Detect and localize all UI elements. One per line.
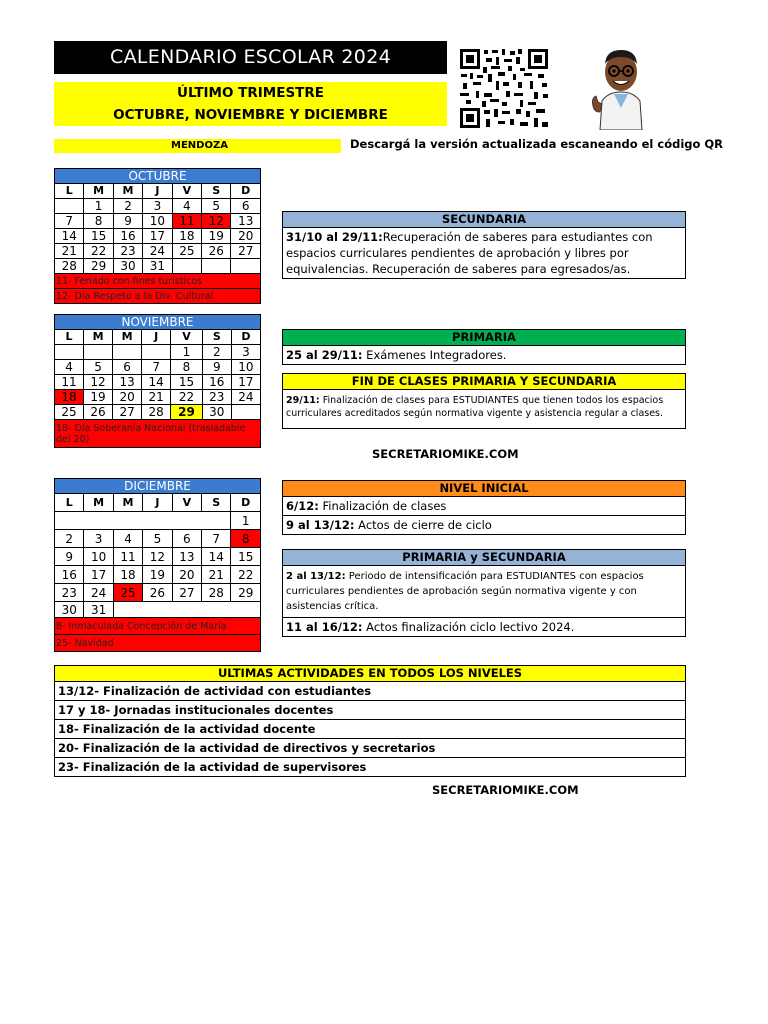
highlight-cell: 29 [171,405,203,420]
activity-row: 13/12- Finalización de actividad con estudiantes [55,682,685,701]
day-cell: 10 [231,360,260,375]
primaria-secundaria-description: Actos finalización ciclo lectivo 2024. [362,620,575,634]
day-cell [202,259,231,274]
nivel-inicial-header: NIVEL INICIAL [283,481,685,497]
day-cell: 17 [231,375,260,390]
day-cell: 17 [143,229,172,244]
day-cell: 28 [55,259,84,274]
weekday: L [55,330,84,345]
primaria-description: Exámenes Integradores. [362,348,507,362]
day-cell: 19 [143,566,172,584]
day-cell: 6 [231,199,261,214]
teacher-avatar-icon [588,46,654,130]
day-cell: 19 [84,390,113,405]
ultimas-actividades-header: ULTIMAS ACTIVIDADES EN TODOS LOS NIVELES [55,666,685,682]
nivel-inicial-box [282,480,686,535]
ultimas-actividades-box [54,665,686,777]
activity-row: 17 y 18- Jornadas institucionales docentes [55,701,685,720]
day-cell: 21 [142,390,171,405]
primaria-secundaria-row [283,618,685,636]
day-cell: 24 [143,244,172,259]
holiday-note: 8- Inmaculada Concepción de María [55,618,261,635]
holiday-cell: 18 [55,390,84,405]
primaria-box [282,329,686,365]
primaria-secundaria-row [283,566,685,618]
day-cell: 11 [55,375,84,390]
day-cell: 10 [143,214,172,229]
day-cell: 14 [55,229,84,244]
day-cell: 20 [172,566,201,584]
day-cell: 28 [202,584,231,602]
day-cell: 3 [143,199,172,214]
qr-instructions: Descargá la versión actualizada escaneando el código QR [350,137,724,151]
calendar-november [54,314,261,448]
day-cell: 19 [202,229,231,244]
primaria-text [283,346,685,364]
nivel-inicial-date: 6/12: [286,499,319,513]
primaria-date: 25 al 29/11: [286,348,363,362]
primaria-secundaria-date: 11 al 16/12: [286,620,363,634]
day-cell: 14 [142,375,171,390]
day-cell: 13 [113,375,142,390]
day-cell: 22 [231,566,261,584]
holiday-note: 11- Feriado con fines turísticos [55,274,261,289]
secundaria-box [282,211,686,279]
day-cell: 4 [172,199,201,214]
day-cell: 10 [84,548,113,566]
primaria-header: PRIMARIA [283,330,685,346]
day-cell: 6 [113,360,142,375]
day-cell: 5 [202,199,231,214]
secundaria-description: Recuperación de saberes para estudiantes con espacios curriculares pendientes de aprobación y libres por equivalencias. Recuperación de saberes para egresados/as. [286,230,653,276]
day-cell: 25 [55,405,84,420]
month-header: OCTUBRE [55,169,261,184]
day-cell: 21 [55,244,84,259]
day-cell: 26 [202,244,231,259]
day-cell: 15 [84,229,113,244]
page-title: CALENDARIO ESCOLAR 2024 [54,41,447,74]
day-cell: 23 [113,244,142,259]
day-cell: 16 [113,229,142,244]
weekday: M [84,330,113,345]
fin-clases-box [282,373,686,429]
weekday: L [55,184,84,199]
site-link-2[interactable]: SECRETARIOMIKE.COM [432,783,579,797]
subtitle-line-2: OCTUBRE, NOVIEMBRE Y DICIEMBRE [113,107,388,123]
day-cell [172,259,201,274]
day-cell: 4 [55,360,84,375]
activity-row: 20- Finalización de la actividad de directivos y secretarios [55,739,685,758]
activity-row: 23- Finalización de la actividad de supervisores [58,760,367,774]
day-cell: 30 [55,602,84,618]
holiday-cell: 11 [172,214,201,229]
day-cell: 7 [142,360,171,375]
weekday: S [202,184,231,199]
holiday-cell: 8 [231,530,261,548]
day-cell: 11 [113,548,142,566]
day-cell: 23 [202,390,231,405]
month-header: NOVIEMBRE [55,315,261,330]
holiday-note: 12- Día Respeto a la Div. Cultural [55,289,261,304]
weekday: J [143,184,172,199]
day-cell: 17 [84,566,113,584]
day-cell: 4 [113,530,142,548]
day-cell: 16 [55,566,84,584]
day-cell: 30 [202,405,231,420]
activity-row: 18- Finalización de la actividad docente [55,720,685,739]
day-cell [142,345,171,360]
weekday: V [172,494,201,512]
weekday: D [231,184,261,199]
fin-clases-text [283,390,685,428]
day-cell: 28 [142,405,171,420]
primaria-secundaria-date: 2 al 13/12: [286,571,346,582]
qr-code-icon[interactable] [458,47,550,130]
day-cell: 30 [113,259,142,274]
day-cell: 2 [202,345,231,360]
holiday-cell: 12 [202,214,231,229]
day-cell: 3 [231,345,260,360]
primaria-secundaria-box [282,549,686,637]
weekday: M [113,494,142,512]
day-cell: 3 [84,530,113,548]
weekday: L [55,494,84,512]
weekday: J [143,494,172,512]
day-cell: 8 [171,360,203,375]
day-cell: 25 [172,244,201,259]
day-cell: 13 [172,548,201,566]
day-cell [55,512,231,530]
day-cell: 29 [231,584,261,602]
day-cell [84,345,113,360]
day-cell: 1 [171,345,203,360]
day-cell: 21 [202,566,231,584]
nivel-inicial-date: 9 al 13/12: [286,518,355,532]
day-cell [55,345,84,360]
day-cell: 31 [143,259,172,274]
nivel-inicial-description: Actos de cierre de ciclo [354,518,492,532]
site-link-1[interactable]: SECRETARIOMIKE.COM [372,447,519,461]
day-cell: 9 [113,214,142,229]
day-cell [113,602,260,618]
day-cell: 14 [202,548,231,566]
fin-clases-date: 29/11: [286,395,320,406]
day-cell: 22 [171,390,203,405]
holiday-note: 18- Día Soberanía Nacional (trasladable del 20) [55,420,261,448]
day-cell: 24 [231,390,260,405]
day-cell: 1 [231,512,261,530]
day-cell: 8 [84,214,113,229]
day-cell: 15 [171,375,203,390]
day-cell: 20 [231,229,261,244]
day-cell: 20 [113,390,142,405]
weekday: V [172,184,201,199]
day-cell: 27 [172,584,201,602]
day-cell: 23 [55,584,84,602]
day-cell: 9 [55,548,84,566]
secundaria-text [283,228,685,278]
weekday: M [84,494,113,512]
day-cell: 18 [172,229,201,244]
day-cell [231,259,261,274]
fin-clases-header: FIN DE CLASES PRIMARIA Y SECUNDARIA [283,374,685,390]
secundaria-date: 31/10 al 29/11: [286,230,383,244]
weekday: M [84,184,113,199]
holiday-cell: 25 [113,584,142,602]
province-label: MENDOZA [54,139,341,153]
day-cell: 2 [113,199,142,214]
day-cell: 31 [84,602,113,618]
weekday: D [231,494,261,512]
day-cell: 12 [143,548,172,566]
day-cell: 7 [55,214,84,229]
weekday: S [202,330,231,345]
holiday-note: 25- Navidad [55,635,261,652]
nivel-inicial-description: Finalización de clases [318,499,447,513]
day-cell [231,405,260,420]
day-cell: 27 [113,405,142,420]
day-cell: 12 [84,375,113,390]
weekday: V [171,330,203,345]
day-cell: 5 [84,360,113,375]
day-cell: 26 [143,584,172,602]
secundaria-header: SECUNDARIA [283,212,685,228]
weekday: J [142,330,171,345]
day-cell [55,199,84,214]
weekday: M [113,184,142,199]
day-cell: 29 [84,259,113,274]
fin-clases-description: Finalización de clases para ESTUDIANTES que tienen todos los espacios curriculares acreditados según normativa vigente y asistencia regular a clases. [286,395,664,419]
day-cell: 7 [202,530,231,548]
day-cell: 24 [84,584,113,602]
day-cell: 18 [113,566,142,584]
day-cell: 15 [231,548,261,566]
day-cell: 5 [143,530,172,548]
nivel-inicial-row [283,516,685,534]
weekday: D [231,330,260,345]
day-cell: 1 [84,199,113,214]
day-cell: 27 [231,244,261,259]
subtitle-block [54,82,447,126]
calendar-october [54,168,261,304]
subtitle-line-1: ÚLTIMO TRIMESTRE [176,85,324,101]
primaria-secundaria-header: PRIMARIA y SECUNDARIA [283,550,685,566]
day-cell: 22 [84,244,113,259]
day-cell [113,345,142,360]
day-cell: 9 [202,360,231,375]
day-cell: 26 [84,405,113,420]
weekday: S [202,494,231,512]
primaria-secundaria-description: Periodo de intensificación para ESTUDIANTES con espacios curriculares pendientes de aprobación según normativa vigente y con asistencias crítica. [286,571,644,612]
day-cell: 13 [231,214,261,229]
calendar-december [54,478,261,652]
day-cell: 6 [172,530,201,548]
month-header: DICIEMBRE [55,479,261,494]
day-cell: 16 [202,375,231,390]
weekday: M [113,330,142,345]
day-cell: 2 [55,530,84,548]
nivel-inicial-row [283,497,685,516]
